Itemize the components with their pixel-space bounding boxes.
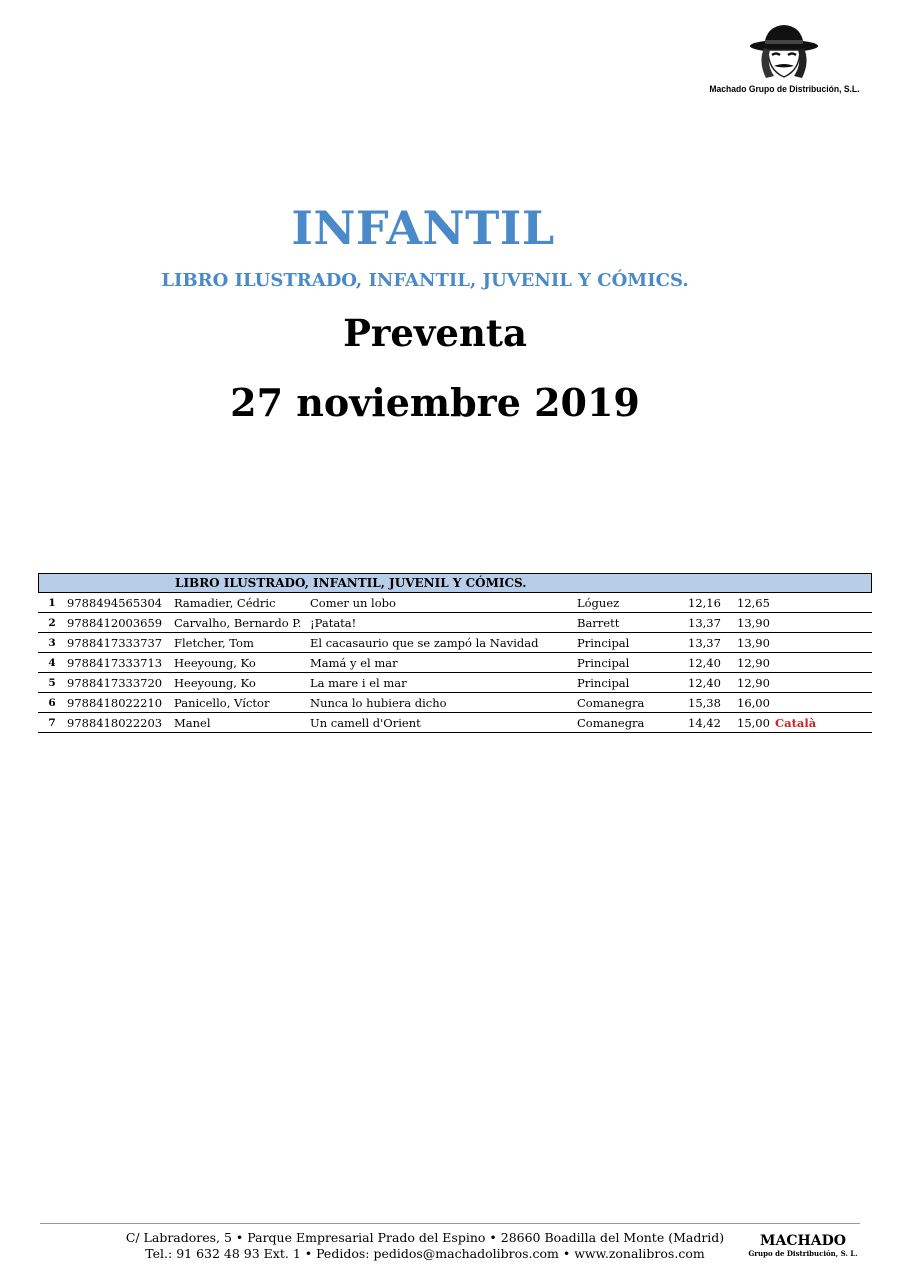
page-title: INFANTIL	[291, 201, 555, 255]
row-isbn: 9788418022210	[67, 696, 163, 710]
table-row	[38, 633, 872, 653]
table-row	[38, 673, 872, 693]
row-title: Un camell d'Orient	[310, 716, 421, 730]
books-table	[38, 573, 872, 733]
table-section-title: LIBRO ILUSTRADO, INFANTIL, JUVENIL Y CÓMICS.	[175, 576, 527, 590]
row-title: El cacasaurio que se zampó la Navidad	[310, 636, 539, 650]
row-price-net: 13,37	[688, 636, 721, 650]
row-price-net: 12,16	[688, 596, 721, 610]
row-number: 2	[48, 617, 56, 629]
row-number: 4	[48, 657, 56, 669]
page-subtitle: LIBRO ILUSTRADO, INFANTIL, JUVENIL Y CÓMICS.	[161, 270, 689, 291]
row-price-pvp: 16,00	[737, 696, 770, 710]
hat-face-icon	[702, 22, 850, 84]
row-title: Mamá y el mar	[310, 656, 398, 670]
row-title: Comer un lobo	[310, 596, 396, 610]
row-title: Nunca lo hubiera dicho	[310, 696, 447, 710]
row-price-net: 13,37	[688, 616, 721, 630]
row-note: Català	[775, 716, 817, 730]
row-price-pvp: 12,90	[737, 656, 770, 670]
row-isbn: 9788412003659	[67, 616, 163, 630]
row-title: La mare i el mar	[310, 676, 407, 690]
row-price-net: 12,40	[688, 676, 721, 690]
table-row	[38, 593, 872, 613]
row-price-pvp: 15,00	[737, 716, 770, 730]
row-publisher: Lóguez	[577, 596, 620, 610]
row-number: 5	[48, 677, 56, 689]
table-row	[38, 693, 872, 713]
row-author: Carvalho, Bernardo P.	[174, 616, 302, 630]
row-price-pvp: 12,65	[737, 596, 770, 610]
row-author: Heeyoung, Ko	[174, 676, 256, 690]
row-author: Panicello, Víctor	[174, 696, 270, 710]
footer-brand-name: MACHADO	[760, 1233, 846, 1249]
table-section-header	[38, 573, 872, 593]
table-row	[38, 653, 872, 673]
row-number: 7	[48, 717, 56, 729]
row-price-pvp: 12,90	[737, 676, 770, 690]
row-author: Fletcher, Tom	[174, 636, 254, 650]
row-author: Manel	[174, 716, 211, 730]
row-isbn: 9788494565304	[67, 596, 163, 610]
row-publisher: Principal	[577, 636, 630, 650]
row-price-net: 12,40	[688, 656, 721, 670]
footer-contact	[60, 1230, 790, 1262]
company-logo	[702, 22, 860, 104]
presale-heading: Preventa	[343, 311, 527, 355]
row-number: 1	[48, 597, 56, 609]
row-author: Heeyoung, Ko	[174, 656, 256, 670]
table-row	[38, 613, 872, 633]
row-publisher: Principal	[577, 656, 630, 670]
row-isbn: 9788418022203	[67, 716, 163, 730]
row-publisher: Barrett	[577, 616, 620, 630]
footer-divider	[40, 1223, 860, 1224]
row-price-pvp: 13,90	[737, 616, 770, 630]
row-number: 3	[48, 637, 56, 649]
footer-brand-sub: Grupo de Distribución, S. L.	[748, 1249, 858, 1258]
row-title: ¡Patata!	[310, 616, 357, 630]
row-isbn: 9788417333713	[67, 656, 163, 670]
row-isbn: 9788417333737	[67, 636, 163, 650]
row-author: Ramadier, Cédric	[174, 596, 276, 610]
row-publisher: Comanegra	[577, 716, 645, 730]
row-isbn: 9788417333720	[67, 676, 163, 690]
table-row	[38, 713, 872, 733]
presale-date: 27 noviembre 2019	[230, 380, 640, 425]
row-price-net: 15,38	[688, 696, 721, 710]
row-price-pvp: 13,90	[737, 636, 770, 650]
footer-brand	[748, 1233, 858, 1258]
row-publisher: Comanegra	[577, 696, 645, 710]
row-publisher: Principal	[577, 676, 630, 690]
footer-contact-line: Tel.: 91 632 48 93 Ext. 1 • Pedidos: pedidos@machadolibros.com • www.zonalibros.com	[145, 1246, 705, 1261]
row-price-net: 14,42	[688, 716, 721, 730]
row-number: 6	[48, 697, 56, 709]
logo-text: Machado Grupo de Distribución, S.L.	[709, 84, 860, 95]
footer-address: C/ Labradores, 5 • Parque Empresarial Prado del Espino • 28660 Boadilla del Monte (Madrid)	[125, 1230, 725, 1245]
